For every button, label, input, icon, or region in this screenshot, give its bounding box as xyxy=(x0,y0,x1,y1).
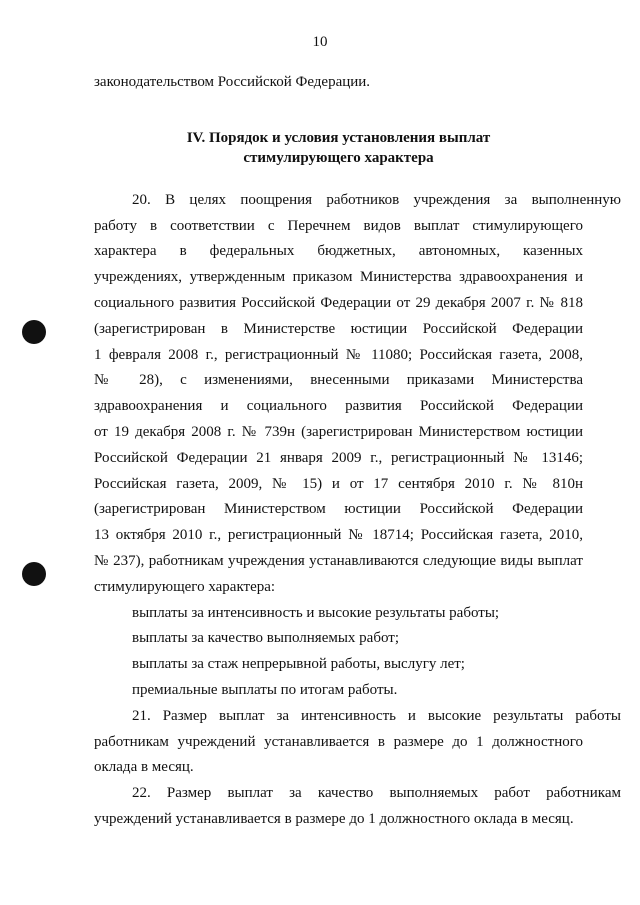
paragraph-20-line: социального развития Российской Федерации от 29 декабря 2007 г. № 818 xyxy=(94,294,583,311)
paragraph-22-line: учреждений устанавливается в размере до 1 должностного оклада в месяц. xyxy=(94,810,574,827)
section-heading-line-1: IV. Порядок и условия установления выплат xyxy=(186,129,491,146)
paragraph-21-line: 21. Размер выплат за интенсивность и высокие результаты работы xyxy=(132,707,621,724)
paragraph-20-line: 13 октября 2010 г., регистрационный № 18714; Российская газета, 2010, xyxy=(94,527,583,544)
section-heading-line-2: стимулирующего характера xyxy=(243,149,434,166)
punch-hole-mark-bottom xyxy=(22,562,46,586)
list-item: выплаты за стаж непрерывной работы, выслугу лет; xyxy=(132,656,465,673)
page-number: 10 xyxy=(312,34,328,50)
paragraph-20 xyxy=(94,188,621,601)
paragraph-20-line: здравоохранения и социального развития Российской Федерации xyxy=(94,398,583,415)
paragraph-20-line: работу в соответствии с Перечнем видов выплат стимулирующего xyxy=(94,217,583,234)
paragraph-20-line: Российская газета, 2009, № 15) и от 17 сентября 2010 г. № 810н xyxy=(94,475,583,492)
paragraph-20-line: 20. В целях поощрения работников учреждения за выполненную xyxy=(132,191,621,208)
list-item: выплаты за интенсивность и высокие результаты работы; xyxy=(132,604,500,621)
paragraph-20-line: № 28), с изменениями, внесенными приказами Министерства xyxy=(94,372,583,389)
paragraph-20-line: (зарегистрирован Министерством юстиции Российской Федерации xyxy=(94,501,583,518)
intro-line: законодательством Российской Федерации. xyxy=(94,74,371,90)
paragraph-20-line: (зарегистрирован в Министерстве юстиции Российской Федерации xyxy=(94,320,583,337)
list-item: выплаты за качество выполняемых работ; xyxy=(132,630,399,647)
paragraph-22 xyxy=(94,781,621,833)
paragraph-20-line: 1 февраля 2008 г., регистрационный № 11080; Российская газета, 2008, xyxy=(94,346,583,363)
paragraph-20-line: от 19 декабря 2008 г. № 739н (зарегистрирован Министерством юстиции xyxy=(94,423,583,440)
paragraph-21-line: оклада в месяц. xyxy=(94,759,194,776)
paragraph-20-line: учреждениях, утвержденным приказом Министерства здравоохранения и xyxy=(94,269,583,286)
paragraph-21 xyxy=(94,704,621,781)
paragraph-20-line: Российской Федерации 21 января 2009 г., регистрационный № 13146; xyxy=(94,449,583,466)
paragraph-20-line: стимулирующего характера: xyxy=(94,578,276,595)
punch-hole-mark-top xyxy=(22,320,46,344)
paragraph-20-line: характера в федеральных бюджетных, автономных, казенных xyxy=(94,243,583,260)
paragraph-21-line: работникам учреждений устанавливается в размере до 1 должностного xyxy=(94,733,583,750)
paragraph-20-line: № 237), работникам учреждения устанавливаются следующие виды выплат xyxy=(94,552,583,569)
document-body xyxy=(94,70,621,833)
section-heading xyxy=(94,128,583,168)
list-item: премиальные выплаты по итогам работы. xyxy=(132,681,398,698)
payment-types-list xyxy=(94,601,583,704)
paragraph-22-line: 22. Размер выплат за качество выполняемых работ работникам xyxy=(132,785,621,802)
